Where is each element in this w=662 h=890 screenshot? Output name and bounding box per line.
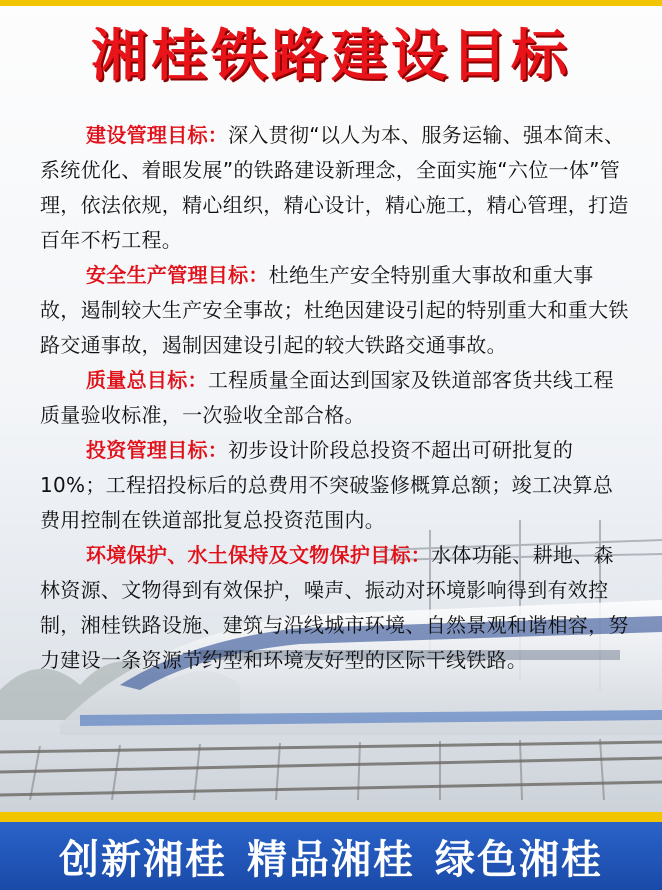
goal-label: 投资管理目标： bbox=[86, 438, 229, 462]
goal-label: 质量总目标： bbox=[86, 368, 208, 392]
goal-investment-management bbox=[40, 433, 630, 538]
goal-text: 杜绝生产安全特别重大事故和重大事故，遏制较大生产安全事故；杜绝因建设引起的特别重大和重大铁路交通事故，遏制因建设引起的较大铁路交通事故。 bbox=[40, 263, 629, 357]
goal-text: 初步设计阶段总投资不超出可研批复的10%；工程招投标后的总费用不突破鉴修概算总额；竣工决算总费用控制在铁道部批复总投资范围内。 bbox=[40, 438, 614, 532]
footer-accent-strip bbox=[0, 812, 662, 822]
goal-text: 水体功能、耕地、森林资源、文物得到有效保护，噪声、振动对环境影响得到有效控制，湘桂铁路设施、建筑与沿线城市环境、自然景观和谐相容，努力建设一条资源节约型和环境友好型的区际干线铁路。 bbox=[40, 543, 629, 672]
goal-text: 工程质量全面达到国家及铁道部客货共线工程质量验收标准，一次验收全部合格。 bbox=[40, 368, 614, 427]
goal-construction-management bbox=[40, 118, 630, 258]
goal-safety-production bbox=[40, 258, 630, 363]
top-accent-strip bbox=[0, 0, 662, 6]
goal-label: 环境保护、水土保持及文物保护目标： bbox=[86, 543, 432, 567]
goal-text: 深入贯彻“以人为本、服务运输、强本简末、系统优化、着眼发展”的铁路建设新理念，全面实施“六位一体”管理，依法依规，精心组织，精心设计，精心施工，精心管理，打造百年不朽工程。 bbox=[40, 123, 629, 252]
footer-banner bbox=[0, 812, 662, 890]
slogan-innovation: 创新湘桂 bbox=[59, 836, 227, 883]
goal-label: 建设管理目标： bbox=[86, 123, 229, 147]
slogan-quality: 精品湘桂 bbox=[247, 836, 415, 883]
slogan-green: 绿色湘桂 bbox=[435, 836, 603, 883]
goals-content bbox=[40, 118, 630, 678]
poster-title: 湘桂铁路建设目标 bbox=[91, 24, 571, 89]
goal-quality bbox=[40, 363, 630, 433]
goal-label: 安全生产管理目标： bbox=[86, 263, 269, 287]
footer-slogan bbox=[0, 822, 662, 890]
goal-environmental-protection bbox=[40, 538, 630, 678]
